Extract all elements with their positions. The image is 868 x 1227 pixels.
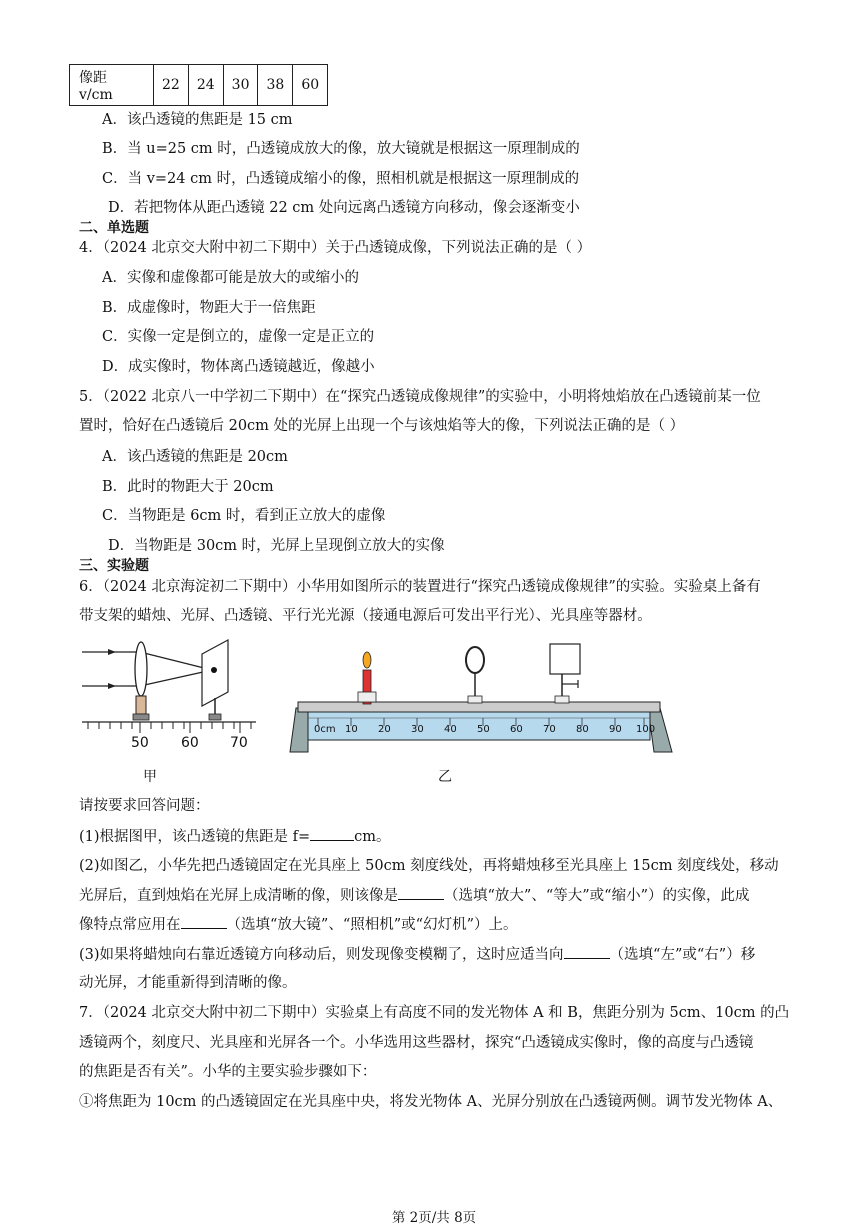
figure-jia-tick-50: 50 [131,735,149,751]
table-cell: 38 [258,65,293,106]
q3-option-a: A．该凸透镜的焦距是 15 cm [102,112,293,128]
q5-option-a: A．该凸透镜的焦距是 20cm [102,449,288,465]
q5-stem-line2: 置时，恰好在凸透镜后 20cm 处的光屏上出现一个与该烛焰等大的像，下列说法正确的是（ ） [79,418,685,434]
q6-part3-text-b: （选填“左”或“右”）移 [609,947,756,963]
q6-part2-text-d: （选填“放大镜”、“照相机”或“幻灯机”）上。 [226,917,518,933]
figure-yi-tick-30: 30 [411,724,424,735]
figure-jia-tick-60: 60 [181,735,199,751]
q6-part1-text-a: (1)根据图甲，该凸透镜的焦距是 f= [79,829,311,845]
q4-option-d: D．成实像时，物体离凸透镜越近，像越小 [102,359,375,375]
q6-part1 [79,826,391,847]
section-heading-single-choice: 二、单选题 [79,220,149,236]
table-header-cell: 像距 v/cm [70,65,154,106]
answer-blank-4[interactable] [564,944,610,959]
q6-prompt: 请按要求回答问题： [79,798,210,814]
q6-part3-line2: 动光屏，才能重新得到清晰的像。 [79,975,297,991]
q7-line3: 的焦距是否有关”。小华的主要实验步骤如下： [79,1064,377,1080]
table-cell: 24 [188,65,223,106]
figure-jia-tick-70: 70 [230,735,248,751]
figure-yi-tick-0: 0cm [314,724,336,735]
figure-yi-tick-10: 10 [345,724,358,735]
q6-part3-line1 [79,944,755,965]
q6-part3-text-a: (3)如果将蜡烛向右靠近透镜方向移动后，则发现像变模糊了，这时应适当向 [79,947,564,963]
q5-stem-line1: 5．（2022 北京八一中学初二下期中）在“探究凸透镜成像规律”的实验中，小明将烛焰放在凸透镜前某一位 [79,389,761,405]
figure-yi-tick-50: 50 [477,724,490,735]
q5-option-c: C．当物距是 6cm 时，看到正立放大的虚像 [102,508,386,524]
q5-option-b: B．此时的物距大于 20cm [102,479,274,495]
q6-part2-text-a: 光屏后，直到烛焰在光屏上成清晰的像，则该像是 [79,888,398,904]
figure-jia-caption: 甲 [143,769,157,785]
q3-option-d: D．若把物体从距凸透镜 22 cm 处向远离凸透镜方向移动，像会逐渐变小 [108,200,580,216]
table-row [70,65,328,106]
image-distance-table [69,64,328,106]
q4-option-b: B．成虚像时，物距大于一倍焦距 [102,300,316,316]
q6-stem-line2: 带支架的蜡烛、光屏、凸透镜、平行光光源（接通电源后可发出平行光）、光具座等器材。 [79,608,652,624]
figure-yi-tick-60: 60 [510,724,523,735]
q4-option-c: C．实像一定是倒立的，虚像一定是正立的 [102,329,375,345]
q3-option-b: B．当 u=25 cm 时，凸透镜成放大的像，放大镜就是根据这一原理制成的 [102,141,580,157]
page-footer: 第 2页/共 8页 [391,1210,477,1226]
q6-part2-line2 [79,885,749,906]
q6-part1-text-b: cm。 [354,829,391,845]
figure-yi-tick-20: 20 [378,724,391,735]
q3-option-c: C．当 v=24 cm 时，凸透镜成缩小的像，照相机就是根据这一原理制成的 [102,171,580,187]
q7-line2: 透镜两个，刻度尺、光具座和光屏各一个。小华选用这些器材，探究“凸透镜成实像时，像的高度与凸透镜 [79,1035,754,1051]
q4-option-a: A．实像和虚像都可能是放大的或缩小的 [102,270,359,286]
figure-yi-tick-100: 100 [636,724,656,735]
q7-line4: ①将焦距为 10cm 的凸透镜固定在光具座中央，将发光物体 A、光屏分别放在凸透镜两侧。调节发光物体 A、 [79,1094,783,1110]
figure-yi-optical-bench [288,640,678,760]
figure-yi-tick-80: 80 [576,724,589,735]
table-cell: 22 [154,65,189,106]
figure-jia-ruler-ticks [88,722,251,733]
figure-yi-tick-90: 90 [609,724,622,735]
table-cell: 60 [293,65,328,106]
table-cell: 30 [223,65,258,106]
q6-part2-line1: (2)如图乙，小华先把凸透镜固定在光具座上 50cm 刻度线处，再将蜡烛移至光具座上 15cm 刻度线处，移动 [79,858,779,874]
figure-yi-tick-70: 70 [543,724,556,735]
q6-part2-text-b: （选填“放大”、“等大”或“缩小”）的实像，此成 [444,888,750,904]
q4-stem: 4．（2024 北京交大附中初二下期中）关于凸透镜成像，下列说法正确的是（ ） [79,240,592,256]
q6-part2-line3 [79,914,517,935]
q6-stem-line1: 6．（2024 北京海淀初二下期中）小华用如图所示的装置进行“探究凸透镜成像规律”的实验。实验桌上备有 [79,579,761,595]
answer-blank-1[interactable] [310,826,354,841]
q6-part2-text-c: 像特点常应用在 [79,917,181,933]
figure-yi-caption: 乙 [438,769,452,785]
figure-yi-tick-40: 40 [444,724,457,735]
q5-option-d: D．当物距是 30cm 时，光屏上呈现倒立放大的实像 [108,538,445,554]
q7-line1: 7．（2024 北京交大附中初二下期中）实验桌上有高度不同的发光物体 A 和 B，焦距分别为 5cm、10cm 的凸 [79,1005,790,1021]
answer-blank-3[interactable] [181,914,227,929]
answer-blank-2[interactable] [398,885,444,900]
section-heading-experiment: 三、实验题 [79,558,149,574]
